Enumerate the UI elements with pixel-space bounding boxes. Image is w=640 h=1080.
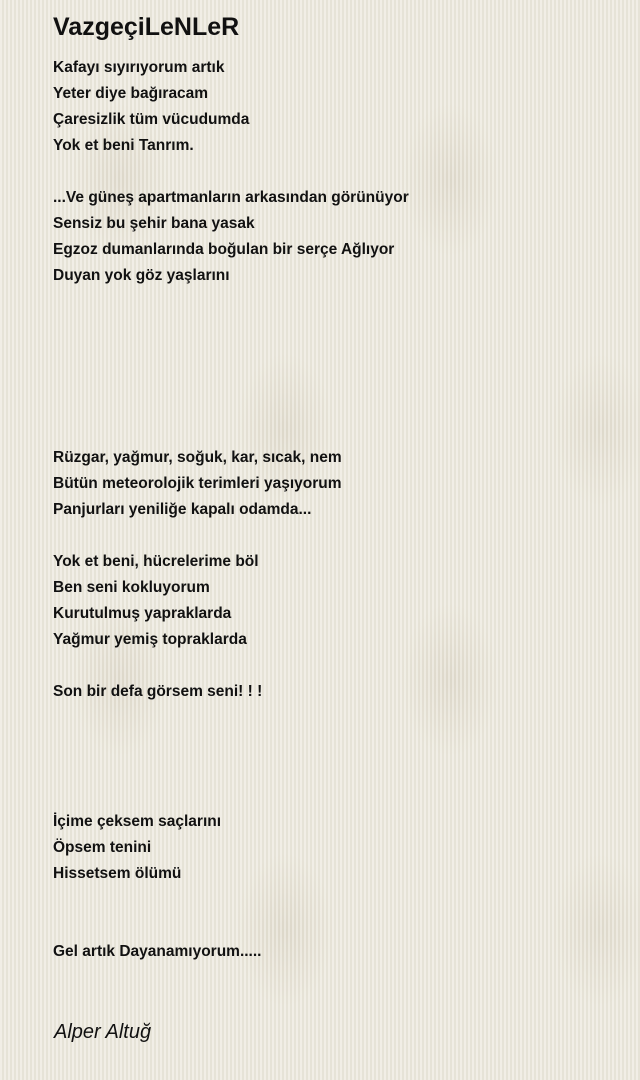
poem-container xyxy=(53,12,613,965)
poem-line: Yok et beni Tanrım. xyxy=(53,137,194,154)
poem-line: Duyan yok göz yaşlarını xyxy=(53,267,230,284)
poem-line: Egzoz dumanlarında boğulan bir serçe Ağlıyor xyxy=(53,241,395,258)
poem-blank-line xyxy=(53,523,613,549)
poem-blank-line xyxy=(53,341,613,367)
poem-line: Ben seni kokluyorum xyxy=(53,579,210,596)
poem-body xyxy=(53,55,613,965)
poem-line: Öpsem tenini xyxy=(53,839,152,856)
poem-line: Rüzgar, yağmur, soğuk, kar, sıcak, nem xyxy=(53,449,342,466)
poem-line: Kafayı sıyırıyorum artık xyxy=(53,59,225,76)
poem-line: Yok et beni, hücrelerime böl xyxy=(53,553,259,570)
poem-blank-line xyxy=(53,315,613,341)
poem-title: VazgeçiLeNLeR xyxy=(53,13,240,41)
poem-blank-line xyxy=(53,367,613,393)
poem-author: Alper Altuğ xyxy=(54,1021,152,1043)
poem-line: Gel artık Dayanamıyorum..... xyxy=(53,943,262,960)
poem-blank-line xyxy=(53,783,613,809)
poem-blank-line xyxy=(53,731,613,757)
poem-blank-line xyxy=(53,419,613,445)
poem-line: Hissetsem ölümü xyxy=(53,865,182,882)
poem-line: Yağmur yemiş topraklarda xyxy=(53,631,247,648)
poem-blank-line xyxy=(53,705,613,731)
poem-blank-line xyxy=(53,393,613,419)
poem-blank-line xyxy=(53,653,613,679)
poem-blank-line xyxy=(53,289,613,315)
poem-line: Panjurları yeniliğe kapalı odamda... xyxy=(53,501,312,518)
poem-line: Son bir defa görsem seni! ! ! xyxy=(53,683,263,700)
poem-line: Çaresizlik tüm vücudumda xyxy=(53,111,250,128)
poem-blank-line xyxy=(53,757,613,783)
poem-line: Sensiz bu şehir bana yasak xyxy=(53,215,255,232)
poem-line: Bütün meteorolojik terimleri yaşıyorum xyxy=(53,475,342,492)
poem-line: Yeter diye bağıracam xyxy=(53,85,209,102)
poem-line: Kurutulmuş yapraklarda xyxy=(53,605,232,622)
poem-blank-line xyxy=(53,913,613,939)
poem-blank-line xyxy=(53,887,613,913)
poem-line: ...Ve güneş apartmanların arkasından görünüyor xyxy=(53,189,409,206)
poem-line: İçime çeksem saçlarını xyxy=(53,813,222,830)
poem-blank-line xyxy=(53,159,613,185)
